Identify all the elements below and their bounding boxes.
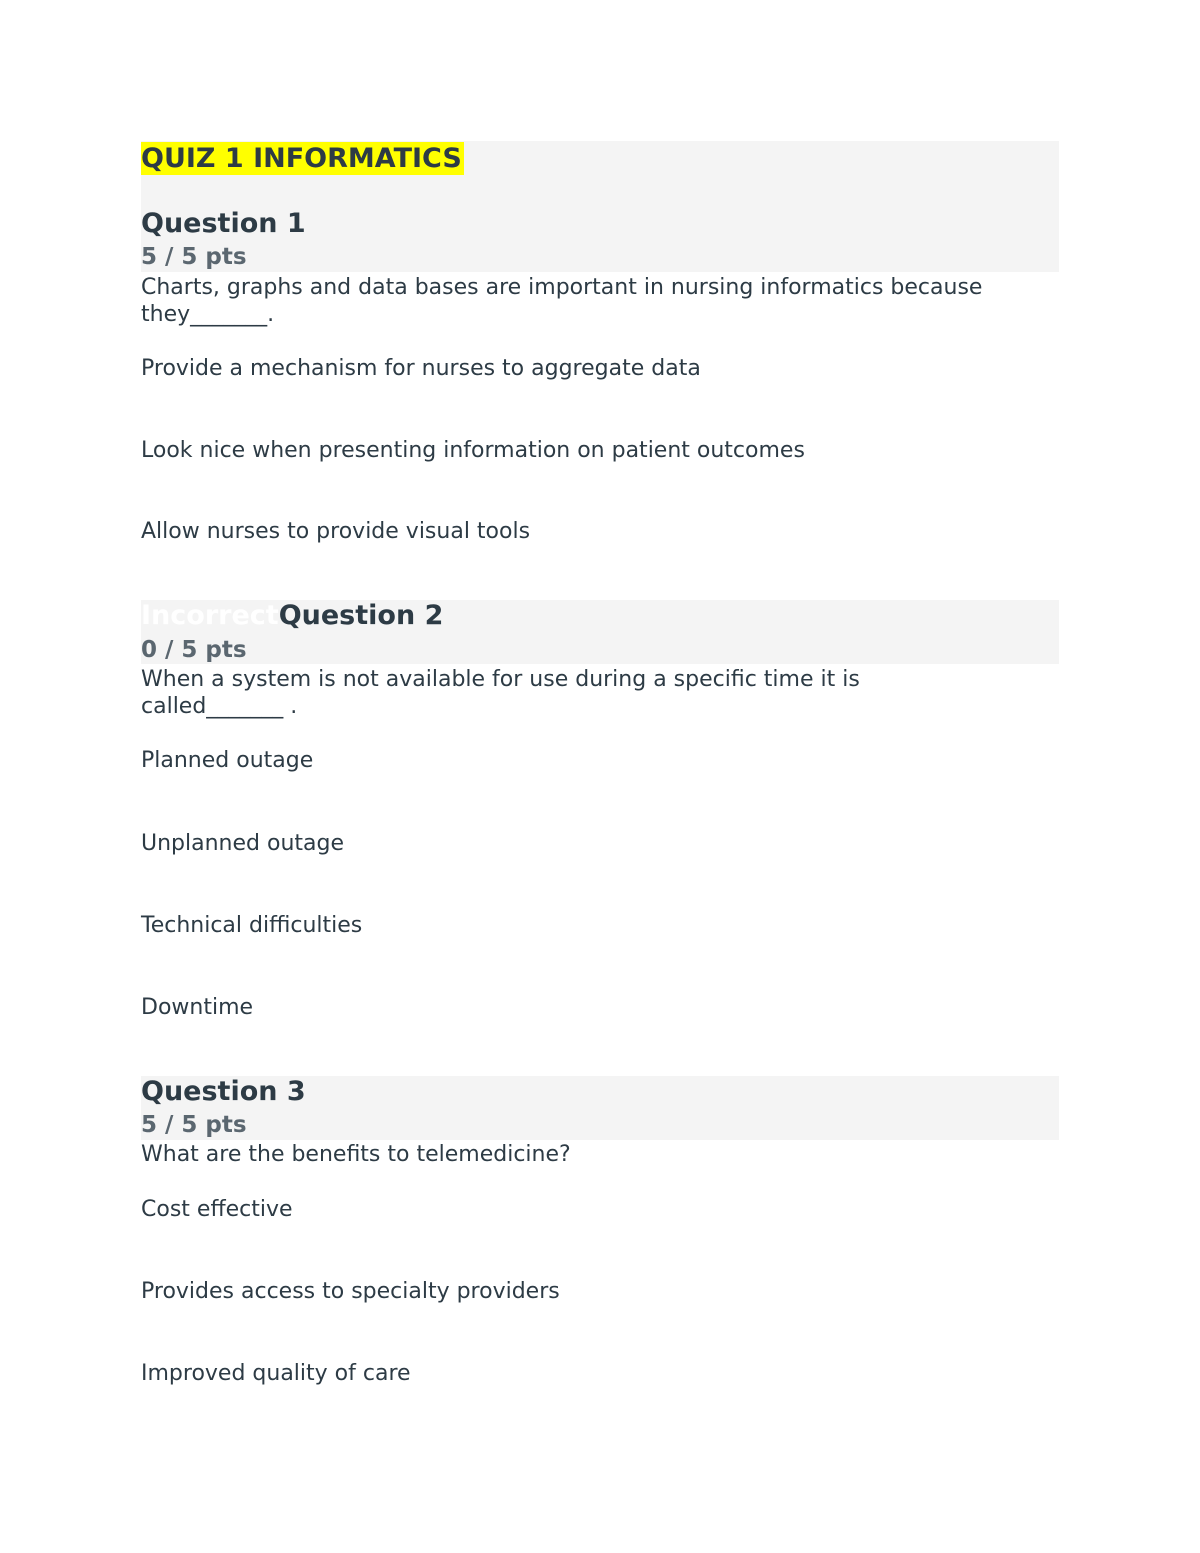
document-title: QUIZ 1 INFORMATICS (141, 143, 462, 174)
question-2-title-text: Question 2 (278, 600, 444, 631)
question-3-points: 5 / 5 pts (141, 1112, 247, 1138)
question-2-points: 0 / 5 pts (141, 637, 247, 663)
question-3-answer-1[interactable]: Cost effective (141, 1197, 293, 1222)
question-1-title: Question 1 (141, 208, 306, 239)
question-2-title (141, 599, 443, 633)
question-3-text: What are the benefits to telemedicine? (141, 1142, 571, 1167)
question-2-answer-2[interactable]: Unplanned outage (141, 831, 344, 856)
question-1-points: 5 / 5 pts (141, 244, 247, 270)
question-2-answer-1[interactable]: Planned outage (141, 748, 314, 773)
question-3-header (141, 1076, 1059, 1140)
question-2-answer-3[interactable]: Technical difficulties (141, 913, 363, 938)
question-1-text: Charts, graphs and data bases are important in nursing informatics because they_______. (141, 275, 983, 327)
incorrect-label: Incorrect (141, 600, 279, 631)
question-3-title: Question 3 (141, 1076, 306, 1107)
question-1-answer-3[interactable]: Allow nurses to provide visual tools (141, 519, 531, 544)
question-1-answer-1[interactable]: Provide a mechanism for nurses to aggregate data (141, 356, 701, 381)
question-1-answer-2[interactable]: Look nice when presenting information on patient outcomes (141, 438, 805, 463)
question-3-answer-2[interactable]: Provides access to specialty providers (141, 1279, 560, 1304)
question-2-answer-4[interactable]: Downtime (141, 995, 254, 1020)
question-3-answer-3[interactable]: Improved quality of care (141, 1361, 411, 1386)
question-2-text: When a system is not available for use during a specific time it is called_______ . (141, 667, 860, 719)
question-1-header (141, 141, 1059, 272)
question-2-header (141, 600, 1059, 664)
